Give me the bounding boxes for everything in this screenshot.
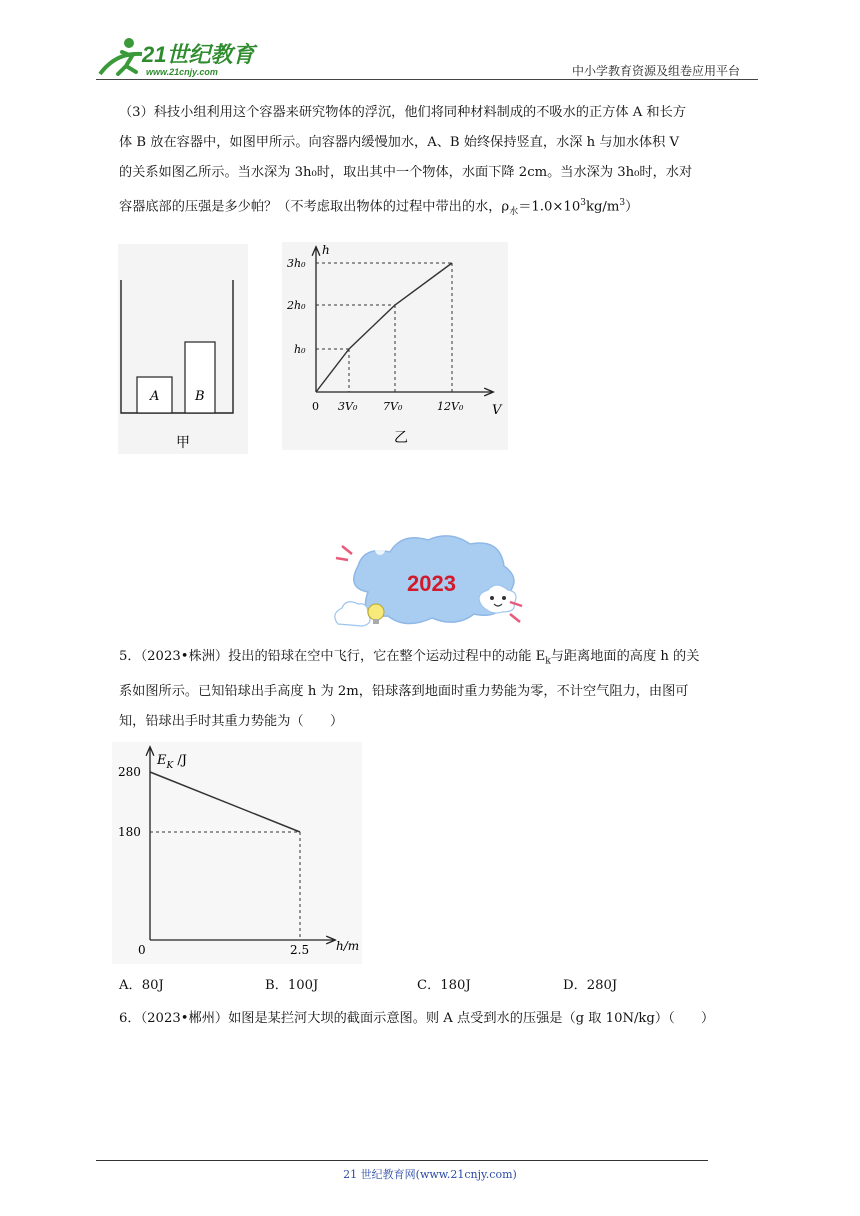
- header-platform-text: 中小学教育资源及组卷应用平台: [572, 64, 741, 78]
- x-tick-3v0: 3V₀: [338, 400, 358, 413]
- figure-jia-caption: 甲: [176, 435, 190, 451]
- q4-part3-text: [119, 98, 769, 227]
- option-d[interactable]: D．280J: [563, 978, 618, 993]
- sparkle-icon: [342, 546, 352, 554]
- ek-h-chart: [112, 742, 362, 964]
- small-cloud-left: [335, 602, 370, 626]
- figure-yi: [282, 242, 508, 450]
- q5-line-1: 5．（2023•株洲）投出的铅球在空中飞行，它在整个运动过程中的动能 $E_k$与距离地面的高度 h 的关: [119, 649, 700, 667]
- q4-line-3: 的关系如图乙所示。当水深为 3h₀时，取出其中一个物体，水面下降 2cm。当水深为 3h₀时，水对: [119, 165, 693, 180]
- v-axis-label: V: [492, 403, 502, 418]
- header-divider: [96, 79, 758, 80]
- x-tick-12v0: 12V₀: [437, 400, 464, 413]
- x-tick-label-2.5: 2.5: [290, 943, 310, 957]
- y-tick-2h0: 2h₀: [287, 299, 306, 312]
- figure-yi-caption: 乙: [394, 430, 408, 446]
- y-tick-3h0: 3h₀: [287, 257, 306, 270]
- origin-label: 0: [138, 943, 146, 957]
- q4-line-4: 容器底部的压强是多少帕？（不考虑取出物体的过程中带出的水，$\rho_水=1.0\times 10^3kg/m^3$）: [119, 198, 639, 218]
- footer-divider: [96, 1160, 708, 1161]
- q5-line-2: 系如图所示。已知铅球出手高度 h 为 2m，铅球落到地面时重力势能为零，不计空气阻力，由图可: [119, 683, 689, 699]
- ek-axis-label: $E_K$ /J: [157, 753, 187, 771]
- h-v-curve: [316, 263, 452, 392]
- year-badge-text: 2023: [407, 571, 456, 596]
- q5-text: [119, 642, 769, 737]
- option-c[interactable]: C．180J: [417, 978, 471, 993]
- option-a[interactable]: A．80J: [119, 978, 164, 993]
- h-axis-chart-label: h/m: [336, 939, 360, 953]
- figure-jia: [118, 244, 248, 454]
- logo-main-text: 21世纪教育: [142, 42, 255, 67]
- x-tick-7v0: 7V₀: [383, 400, 403, 413]
- q5-line-3: 知，铅球出手时其重力势能为（ ）: [119, 713, 344, 729]
- ek-series-line: [150, 772, 300, 832]
- q6-text: 6．（2023•郴州）如图是某拦河大坝的截面示意图。则 A 点受到水的压强是（g 取 10N/kg）（ ）: [119, 1011, 715, 1026]
- cube-a-label: A: [150, 389, 160, 404]
- guide-lines: [316, 263, 452, 392]
- block-b-label: B: [195, 389, 205, 404]
- y-tick-label-180: 180: [118, 825, 141, 839]
- q4-line-1: （3）科技小组利用这个容器来研究物体的浮沉，他们将同种材料制成的不吸水的正方体 A 和长方: [119, 105, 686, 120]
- logo-url-text: www.21cnjy.com: [146, 67, 218, 77]
- footer-text: 21 世纪教育网(www.21cnjy.com): [343, 1168, 517, 1181]
- year-cloud-badge: [324, 528, 534, 634]
- y-tick-label-280: 280: [118, 765, 141, 779]
- site-logo: [96, 34, 266, 80]
- option-b[interactable]: B．100J: [265, 978, 319, 993]
- h-axis-label: h: [322, 243, 330, 257]
- lightbulb-icon: [368, 604, 384, 620]
- x-tick-0: 0: [312, 400, 319, 413]
- y-tick-h0: h₀: [294, 343, 306, 356]
- q4-line-2: 体 B 放在容器中，如图甲所示。向容器内缓慢加水，A、B 始终保持竖直，水深 h 与加水体积 V: [119, 135, 680, 150]
